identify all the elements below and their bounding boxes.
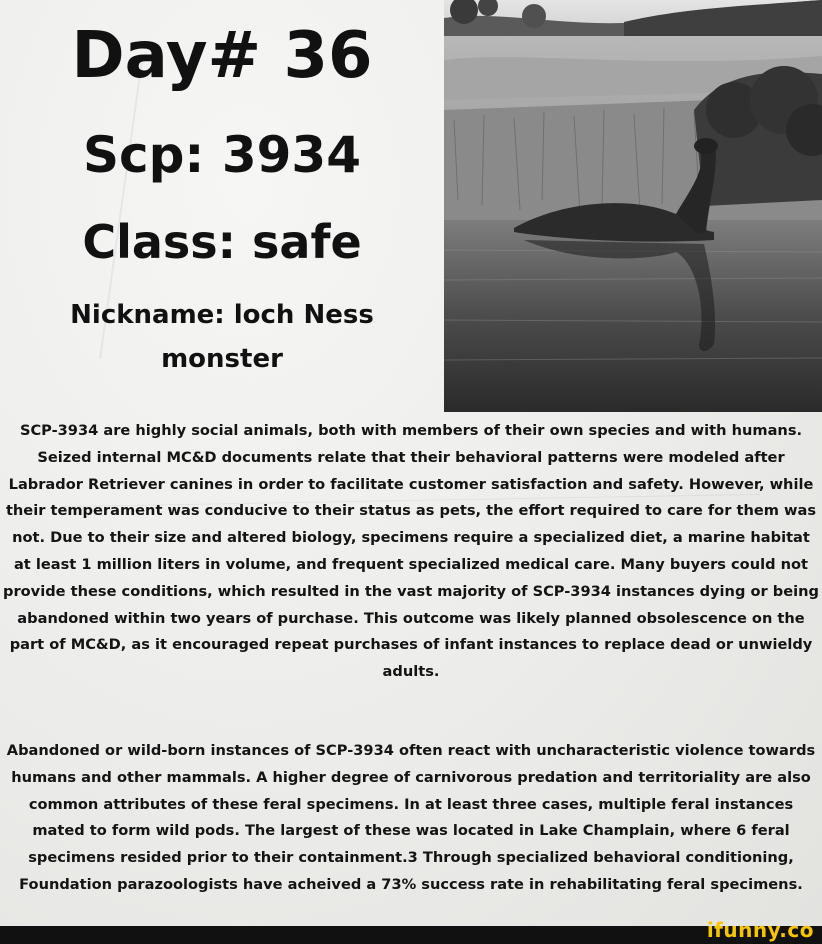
footer-bar	[0, 918, 822, 944]
nickname-line-2: monster	[161, 344, 283, 374]
class-heading: Class: safe	[82, 215, 362, 269]
loch-ness-photo	[444, 0, 822, 412]
scp-number-heading: Scp: 3934	[82, 126, 361, 184]
day-heading: Day# 36	[71, 19, 373, 93]
ifunny-watermark: ifunny.co	[706, 918, 814, 942]
nickname-line-1: Nickname: loch Ness	[70, 300, 374, 330]
description-paragraph-1: SCP-3934 are highly social animals, both with members of their own species and with humans. Seized internal MC&D documents relate that their behavioral patterns were modeled after Labrador Retriever canines in order to facilitate customer satisfaction and safety. However, while their temperament was conducive to their status as pets, the effort required to care for them was not. Due to their size and altered biology, specimens require a specialized diet, a marine habitat at least 1 million liters in volume, and frequent specialized medical care. Many buyers could not provide these conditions, which resulted in the vast majority of SCP-3934 instances dying or being abandoned within two years of purchase. This outcome was likely planned obsolescence on the part of MC&D, as it encouraged repeat purchases of infant instances to replace dead or unwieldy adults.	[3, 422, 819, 681]
description-paragraph-2: Abandoned or wild-born instances of SCP-3934 often react with uncharacteristic violence towards humans and other mammals. A higher degree of carnivorous predation and territoriality are also common attributes of these feral specimens. In at least three cases, multiple feral instances mated to form wild pods. The largest of these was located in Lake Champlain, where 6 feral specimens resided prior to their containment.3 Through specialized behavioral conditioning, Foundation parazoologists have acheived a 73% success rate in rehabilitating feral specimens.	[6, 742, 816, 893]
